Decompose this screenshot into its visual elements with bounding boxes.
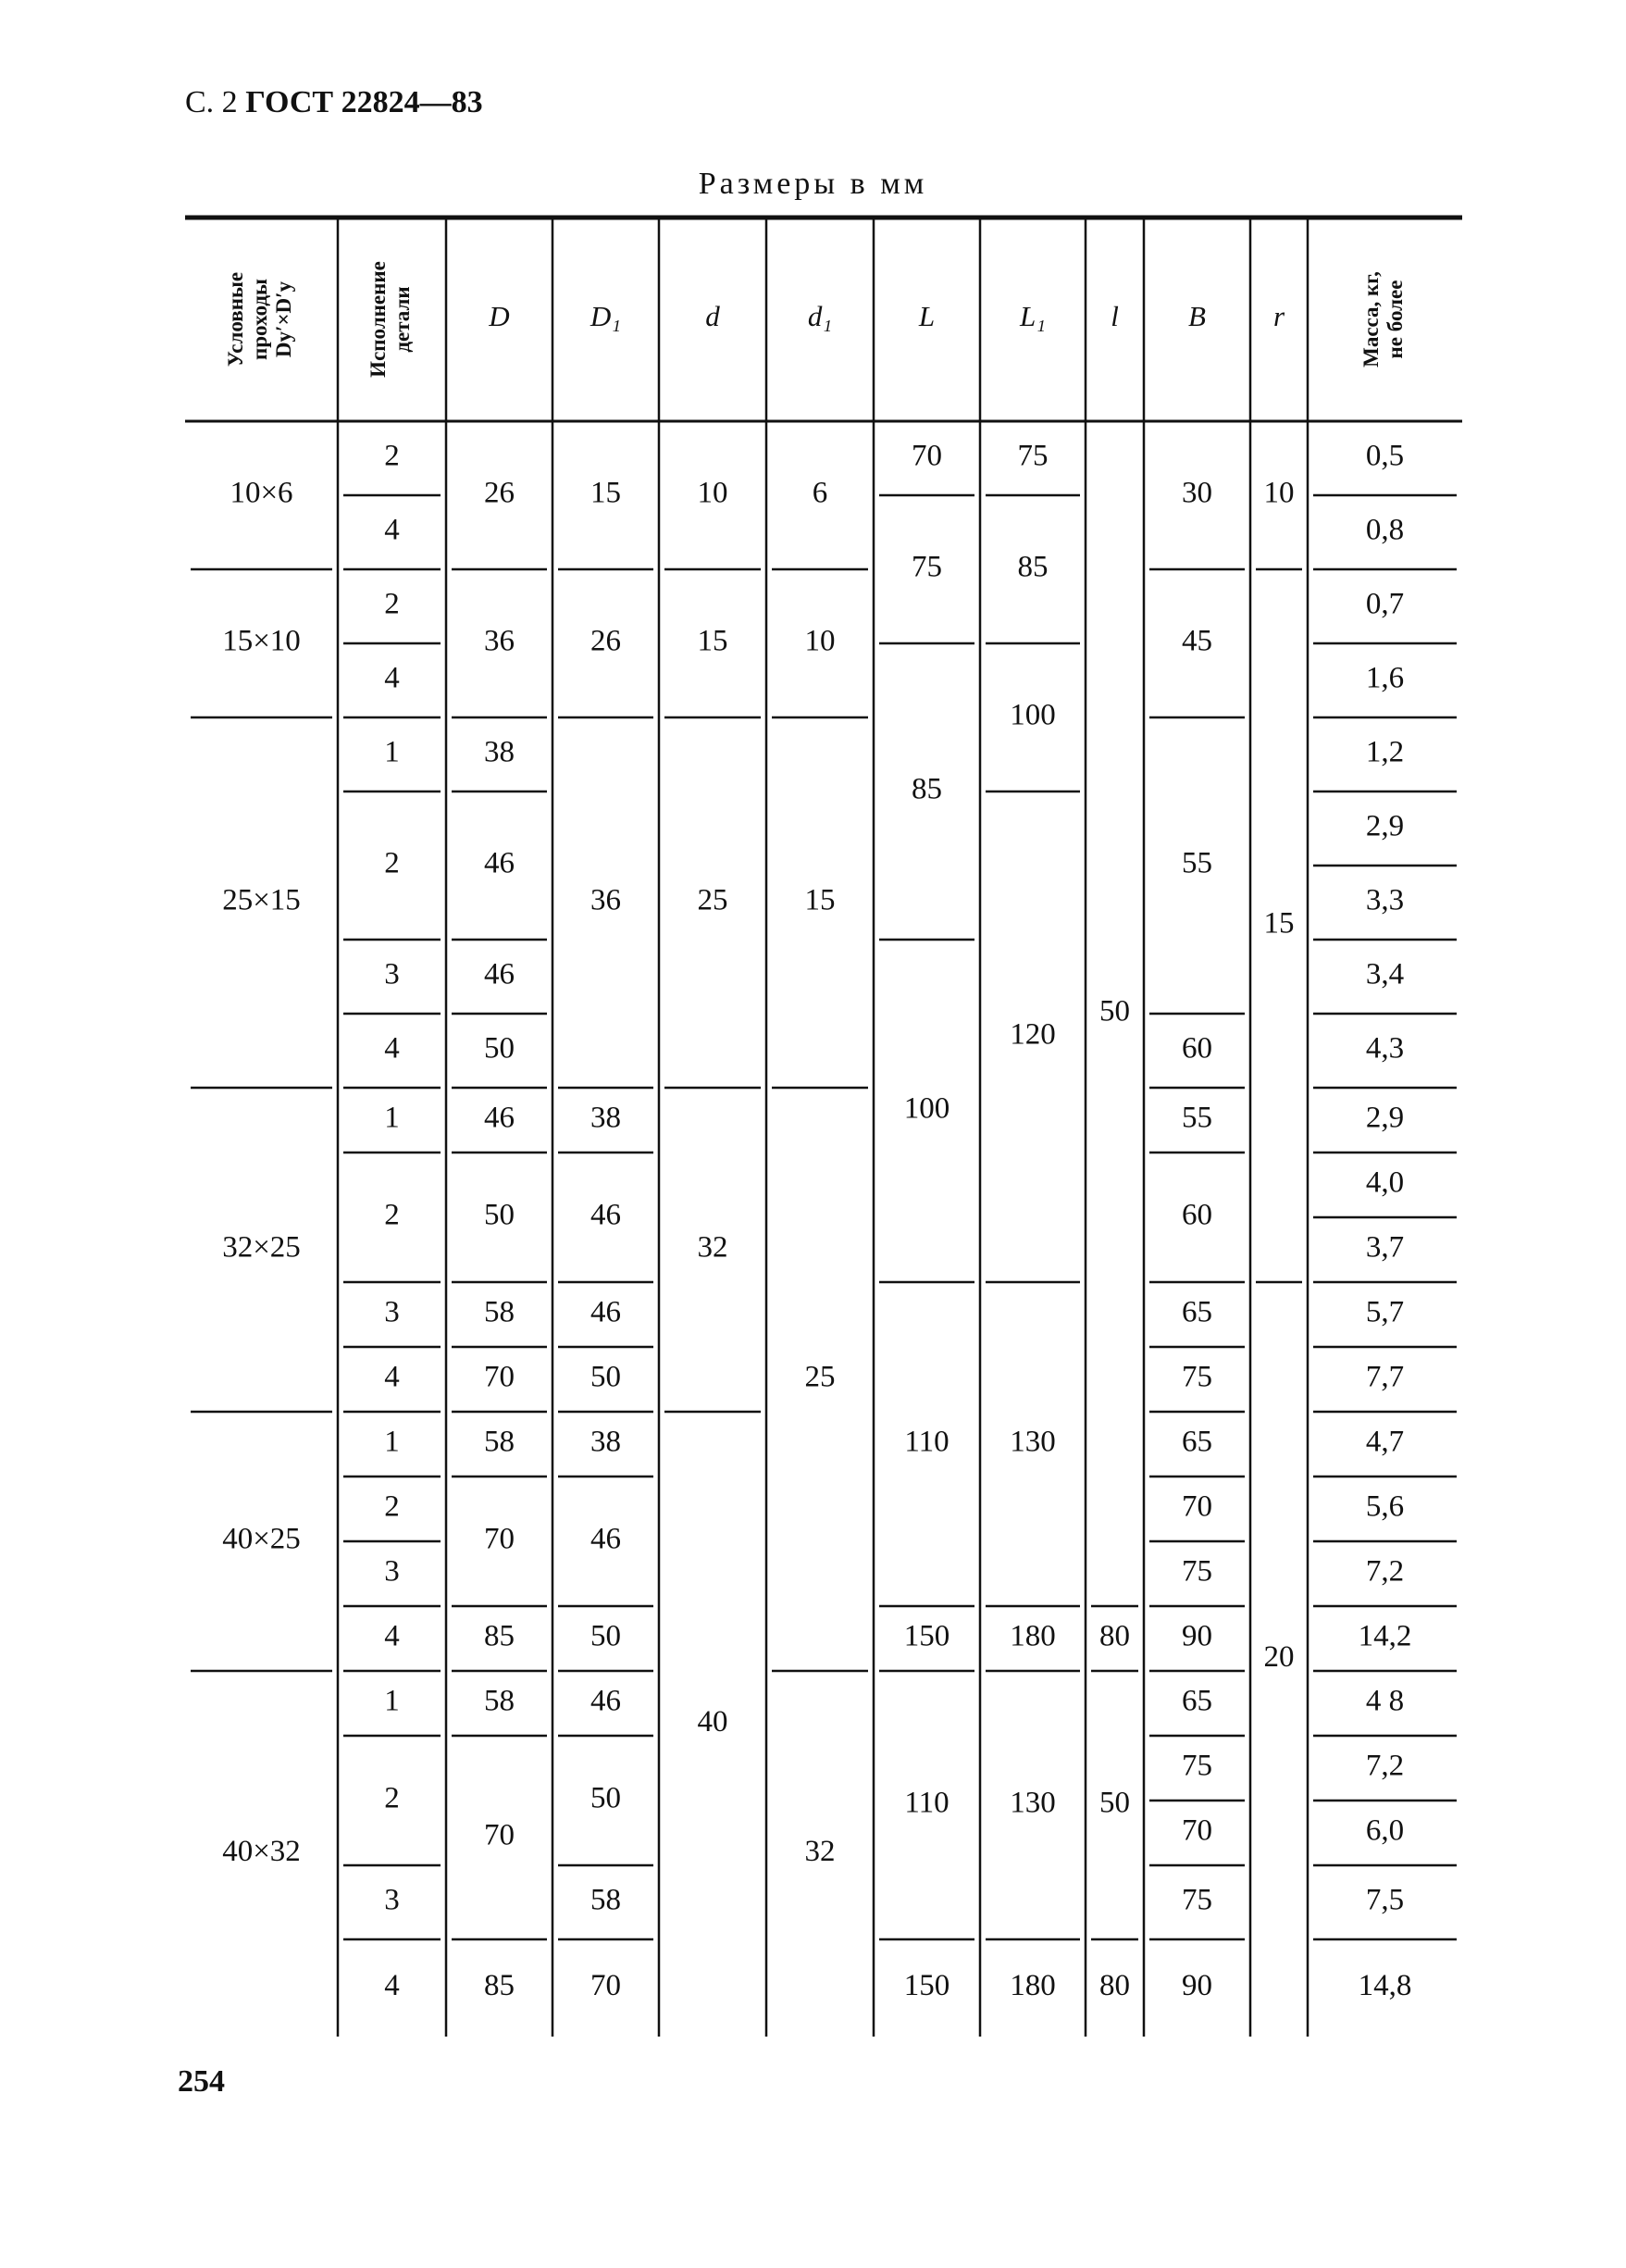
cell-D: 46 xyxy=(484,1101,515,1135)
cell-mass: 1,6 xyxy=(1365,661,1405,695)
cell-mass: 14,8 xyxy=(1358,1969,1412,2003)
cell-d1: 15 xyxy=(804,883,836,917)
cell-ver: 1 xyxy=(384,735,400,769)
cell-mass: 7,2 xyxy=(1365,1749,1405,1783)
cell-mass: 14,2 xyxy=(1358,1619,1412,1653)
standard-number: ГОСТ 22824—83 xyxy=(245,85,483,119)
cell-L1: 85 xyxy=(1017,550,1049,584)
cell-d: 10 xyxy=(697,476,728,510)
cell-B: 60 xyxy=(1182,1031,1212,1065)
cell-B: 60 xyxy=(1182,1198,1212,1232)
cell-mass: 0,8 xyxy=(1365,513,1405,547)
cell-dy: 10×6 xyxy=(230,476,293,510)
header-L1: L₁ xyxy=(1019,300,1047,333)
header-L: L xyxy=(918,300,936,333)
cell-ver: 4 xyxy=(384,1360,400,1394)
cell-D: 50 xyxy=(484,1031,515,1065)
cell-mass: 1,2 xyxy=(1365,735,1405,769)
cell-D1: 15 xyxy=(590,476,621,510)
cell-r: 15 xyxy=(1263,906,1295,941)
cell-L: 110 xyxy=(904,1786,950,1820)
cell-ver: 4 xyxy=(384,661,400,695)
header-ver-line: Исполнение xyxy=(366,261,390,378)
cell-D: 36 xyxy=(484,624,515,658)
cell-L: 75 xyxy=(912,550,942,584)
cell-L: 100 xyxy=(903,1091,950,1126)
cell-ver: 2 xyxy=(384,1198,400,1232)
cell-r: 20 xyxy=(1263,1640,1295,1675)
header-mass-line: не более xyxy=(1383,280,1407,359)
cell-D: 85 xyxy=(484,1619,515,1653)
cell-B: 65 xyxy=(1182,1295,1212,1329)
cell-D: 70 xyxy=(484,1360,515,1394)
cell-B: 65 xyxy=(1182,1425,1212,1459)
cell-d1: 25 xyxy=(804,1360,836,1394)
cell-mass: 7,2 xyxy=(1365,1554,1405,1589)
cell-L: 85 xyxy=(912,772,942,806)
cell-D: 70 xyxy=(484,1522,515,1556)
cell-d: 40 xyxy=(697,1705,728,1739)
cell-mass: 4 8 xyxy=(1365,1684,1405,1718)
cell-mass: 6,0 xyxy=(1365,1813,1405,1848)
table-caption: Размеры в мм xyxy=(698,167,928,201)
cell-L1: 120 xyxy=(1010,1017,1056,1052)
cell-ver: 1 xyxy=(384,1101,400,1135)
cell-mass: 3,7 xyxy=(1365,1230,1405,1265)
cell-B: 75 xyxy=(1182,1360,1212,1394)
cell-ver: 2 xyxy=(384,587,400,621)
cell-L: 150 xyxy=(903,1619,950,1653)
cell-L: 110 xyxy=(904,1425,950,1459)
cell-B: 65 xyxy=(1182,1684,1212,1718)
cell-D1: 58 xyxy=(590,1883,621,1917)
page-number: 254 xyxy=(178,2064,225,2099)
cell-ver: 1 xyxy=(384,1684,400,1718)
cell-ver: 4 xyxy=(384,1031,400,1065)
cell-D: 46 xyxy=(484,957,515,991)
cell-d1: 6 xyxy=(812,476,828,510)
cell-mass: 3,4 xyxy=(1365,957,1405,991)
header-mass-line: Масса, кг, xyxy=(1359,271,1383,368)
cell-ver: 4 xyxy=(384,1969,400,2003)
cell-d1: 32 xyxy=(804,1835,836,1869)
cell-dy: 25×15 xyxy=(222,883,301,917)
cell-L: 150 xyxy=(903,1969,950,2003)
header-r: r xyxy=(1272,300,1285,333)
cell-mass: 5,7 xyxy=(1365,1295,1405,1329)
cell-L1: 180 xyxy=(1010,1969,1056,2003)
header-d1: d₁ xyxy=(807,300,833,333)
cell-B: 90 xyxy=(1182,1619,1212,1653)
cell-ver: 2 xyxy=(384,1489,400,1524)
cell-D: 58 xyxy=(484,1295,515,1329)
cell-B: 55 xyxy=(1182,846,1212,880)
header-l: l xyxy=(1111,300,1119,333)
header-d: d xyxy=(705,300,720,333)
cell-B: 70 xyxy=(1182,1813,1212,1848)
cell-D1: 46 xyxy=(590,1522,621,1556)
cell-dy: 32×25 xyxy=(222,1230,301,1265)
header-dy-line: Условные xyxy=(223,271,247,368)
header-dy-line: Dу′×D′у xyxy=(271,280,295,358)
cell-d1: 10 xyxy=(804,624,836,658)
cell-dy: 40×32 xyxy=(222,1835,301,1869)
cell-l: 50 xyxy=(1099,1786,1130,1820)
cell-D1: 38 xyxy=(590,1101,621,1135)
cell-B: 75 xyxy=(1182,1554,1212,1589)
cell-D1: 50 xyxy=(590,1360,621,1394)
cell-B: 75 xyxy=(1182,1749,1212,1783)
cell-D: 58 xyxy=(484,1425,515,1459)
cell-D: 58 xyxy=(484,1684,515,1718)
cell-D1: 70 xyxy=(590,1969,621,2003)
cell-L: 70 xyxy=(912,439,942,473)
cell-ver: 3 xyxy=(384,1295,400,1329)
cell-mass: 4,7 xyxy=(1365,1425,1405,1459)
cell-ver: 3 xyxy=(384,1554,400,1589)
cell-ver: 3 xyxy=(384,957,400,991)
cell-mass: 4,3 xyxy=(1365,1031,1405,1065)
cell-L1: 100 xyxy=(1010,698,1056,732)
cell-r: 10 xyxy=(1263,476,1295,510)
cell-dy: 15×10 xyxy=(222,624,301,658)
cell-D1: 50 xyxy=(590,1619,621,1653)
cell-D1: 50 xyxy=(590,1781,621,1815)
cell-d: 32 xyxy=(697,1230,728,1265)
page-prefix: С. 2 xyxy=(185,85,238,119)
cell-D1: 36 xyxy=(590,883,621,917)
cell-L1: 130 xyxy=(1010,1786,1056,1820)
cell-B: 70 xyxy=(1182,1489,1212,1524)
cell-D: 85 xyxy=(484,1969,515,2003)
cell-mass: 7,7 xyxy=(1365,1360,1405,1394)
cell-mass: 4,0 xyxy=(1365,1165,1405,1200)
cell-mass: 7,5 xyxy=(1365,1883,1405,1917)
cell-D1: 46 xyxy=(590,1198,621,1232)
cell-B: 30 xyxy=(1182,476,1212,510)
cell-ver: 2 xyxy=(384,1781,400,1815)
cell-mass: 2,9 xyxy=(1365,809,1405,843)
cell-mass: 5,6 xyxy=(1365,1489,1405,1524)
cell-D: 50 xyxy=(484,1198,515,1232)
cell-D: 38 xyxy=(484,735,515,769)
cell-d: 15 xyxy=(697,624,728,658)
cell-ver: 2 xyxy=(384,439,400,473)
cell-ver: 3 xyxy=(384,1883,400,1917)
cell-mass: 2,9 xyxy=(1365,1101,1405,1135)
cell-l: 80 xyxy=(1099,1619,1130,1653)
cell-B: 90 xyxy=(1182,1969,1212,2003)
cell-l: 50 xyxy=(1099,994,1130,1028)
header-ver-line: детали xyxy=(390,286,414,353)
cell-D1: 26 xyxy=(590,624,621,658)
header-B: B xyxy=(1188,300,1206,333)
header-dy-line: проходы xyxy=(247,278,271,361)
cell-L1: 75 xyxy=(1017,439,1049,473)
cell-B: 55 xyxy=(1182,1101,1212,1135)
cell-mass: 3,3 xyxy=(1365,883,1405,917)
cell-L1: 180 xyxy=(1010,1619,1056,1653)
cell-D: 46 xyxy=(484,846,515,880)
cell-D1: 46 xyxy=(590,1295,621,1329)
cell-B: 45 xyxy=(1182,624,1212,658)
cell-D: 26 xyxy=(484,476,515,510)
cell-D1: 46 xyxy=(590,1684,621,1718)
cell-B: 75 xyxy=(1182,1883,1212,1917)
cell-ver: 2 xyxy=(384,846,400,880)
cell-mass: 0,7 xyxy=(1365,587,1405,621)
header-D1: D₁ xyxy=(590,300,622,333)
cell-ver: 4 xyxy=(384,1619,400,1653)
cell-mass: 0,5 xyxy=(1365,439,1405,473)
cell-l: 80 xyxy=(1099,1969,1130,2003)
cell-dy: 40×25 xyxy=(222,1522,301,1556)
cell-d: 25 xyxy=(697,883,728,917)
cell-L1: 130 xyxy=(1010,1425,1056,1459)
cell-ver: 1 xyxy=(384,1425,400,1459)
header-D: D xyxy=(489,300,510,333)
cell-ver: 4 xyxy=(384,513,400,547)
cell-D: 70 xyxy=(484,1818,515,1852)
cell-D1: 38 xyxy=(590,1425,621,1459)
